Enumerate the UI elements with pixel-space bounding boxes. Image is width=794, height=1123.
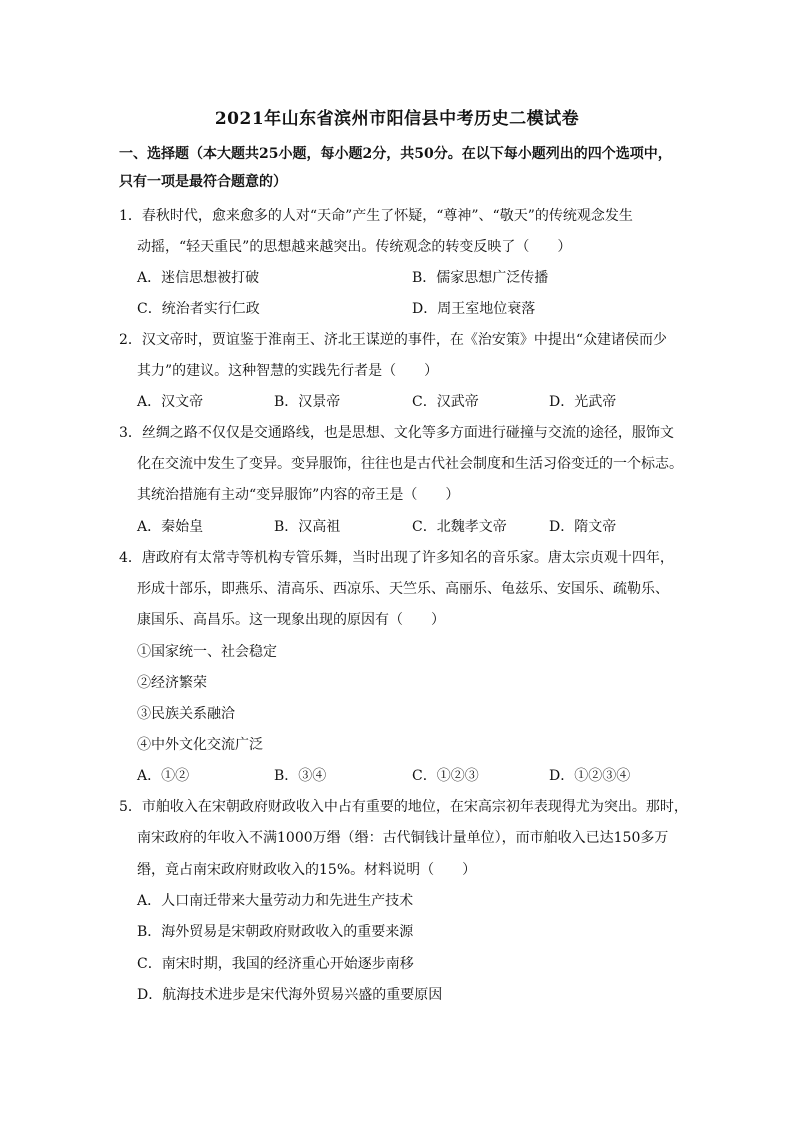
question-1-option-d[interactable]: D．周王室地位衰落 [412, 301, 536, 317]
question-1-option-c[interactable]: C．统治者实行仁政 [137, 301, 260, 317]
question-4-item-3: ③民族关系融洽 [137, 706, 235, 722]
question-5-stem-line-2: 南宋政府的年收入不满1000万缗（缗：古代铜钱计量单位），而市舶收入已达150多万 [137, 830, 669, 846]
question-3-option-c[interactable]: C．北魏孝文帝 [412, 519, 507, 535]
question-4-option-d[interactable]: D．①②③④ [549, 768, 631, 784]
question-3-stem-line-2: 化在交流中发生了变异。变异服饰，往往也是古代社会制度和生活习俗变迁的一个标志。 [137, 456, 683, 472]
question-2-stem-line-2: 其力”的建议。这种智慧的实践先行者是（ ） [137, 363, 439, 379]
question-3-option-a[interactable]: A．秦始皇 [137, 519, 204, 535]
question-5-stem-line-3: 缗，竟占南宋政府财政收入的15%。材料说明（ ） [137, 862, 477, 878]
question-3-option-d[interactable]: D．隋文帝 [549, 519, 617, 535]
question-4-item-1: ①国家统一、社会稳定 [137, 644, 277, 660]
question-2-option-c[interactable]: C．汉武帝 [412, 394, 479, 410]
question-5-stem-line-1: 5．市舶收入在宋朝政府财政收入中占有重要的地位，在宋高宗初年表现得尤为突出。那时， [119, 799, 688, 815]
question-2-option-d[interactable]: D．光武帝 [549, 394, 617, 410]
question-2-option-b[interactable]: B．汉景帝 [274, 394, 341, 410]
question-3-option-b[interactable]: B．汉高祖 [274, 519, 341, 535]
question-1-option-b[interactable]: B．儒家思想广泛传播 [412, 270, 549, 286]
question-4-item-4: ④中外文化交流广泛 [137, 737, 263, 753]
question-5-option-c[interactable]: C．南宋时期，我国的经济重心开始逐步南移 [137, 956, 414, 972]
question-4-stem-line-3: 康国乐、高昌乐。这一现象出现的原因有（ ） [137, 612, 445, 628]
question-5-option-b[interactable]: B．海外贸易是宋朝政府财政收入的重要来源 [137, 924, 414, 940]
question-1-stem-line-2: 动摇，“轻天重民”的思想越来越突出。传统观念的转变反映了（ ） [137, 239, 572, 255]
question-4-option-a[interactable]: A．①② [137, 768, 190, 784]
question-5-option-a[interactable]: A．人口南迁带来大量劳动力和先进生产技术 [137, 893, 414, 909]
question-3-stem-line-1: 3．丝绸之路不仅仅是交通路线，也是思想、文化等多方面进行碰撞与交流的途径，服饰文 [119, 425, 674, 441]
question-3-stem-line-3: 其统治措施有主动“变异服饰”内容的帝王是（ ） [137, 487, 460, 503]
question-2-option-a[interactable]: A．汉文帝 [137, 394, 204, 410]
question-1-option-a[interactable]: A．迷信思想被打破 [137, 270, 260, 286]
section-heading-line-1: 一、选择题（本大题共25小题，每小题2分，共50分。在以下每小题列出的四个选项中， [119, 146, 672, 162]
question-4-stem-line-2: 形成十部乐，即燕乐、清高乐、西凉乐、天竺乐、高丽乐、龟兹乐、安国乐、疏勒乐、 [137, 581, 669, 597]
question-4-item-2: ②经济繁荣 [137, 675, 207, 691]
question-4-stem-line-1: 4．唐政府有太常寺等机构专管乐舞，当时出现了许多知名的音乐家。唐太宗贞观十四年， [119, 550, 674, 566]
question-4-option-c[interactable]: C．①②③ [412, 768, 479, 784]
question-5-option-d[interactable]: D．航海技术进步是宋代海外贸易兴盛的重要原因 [137, 987, 443, 1003]
section-heading [119, 140, 699, 196]
question-1-stem-line-1: 1．春秋时代，愈来愈多的人对“天命”产生了怀疑，“尊神”、“敬天”的传统观念发生 [119, 208, 633, 224]
section-heading-line-2: 只有一项是最符合题意的） [119, 174, 287, 190]
exam-title: 2021年山东省滨州市阳信县中考历史二模试卷 [214, 109, 580, 129]
question-2-stem-line-1: 2．汉文帝时，贾谊鉴于淮南王、济北王谋逆的事件，在《治安策》中提出“众建诸侯而少 [119, 332, 668, 348]
question-4-option-b[interactable]: B．③④ [274, 768, 327, 784]
